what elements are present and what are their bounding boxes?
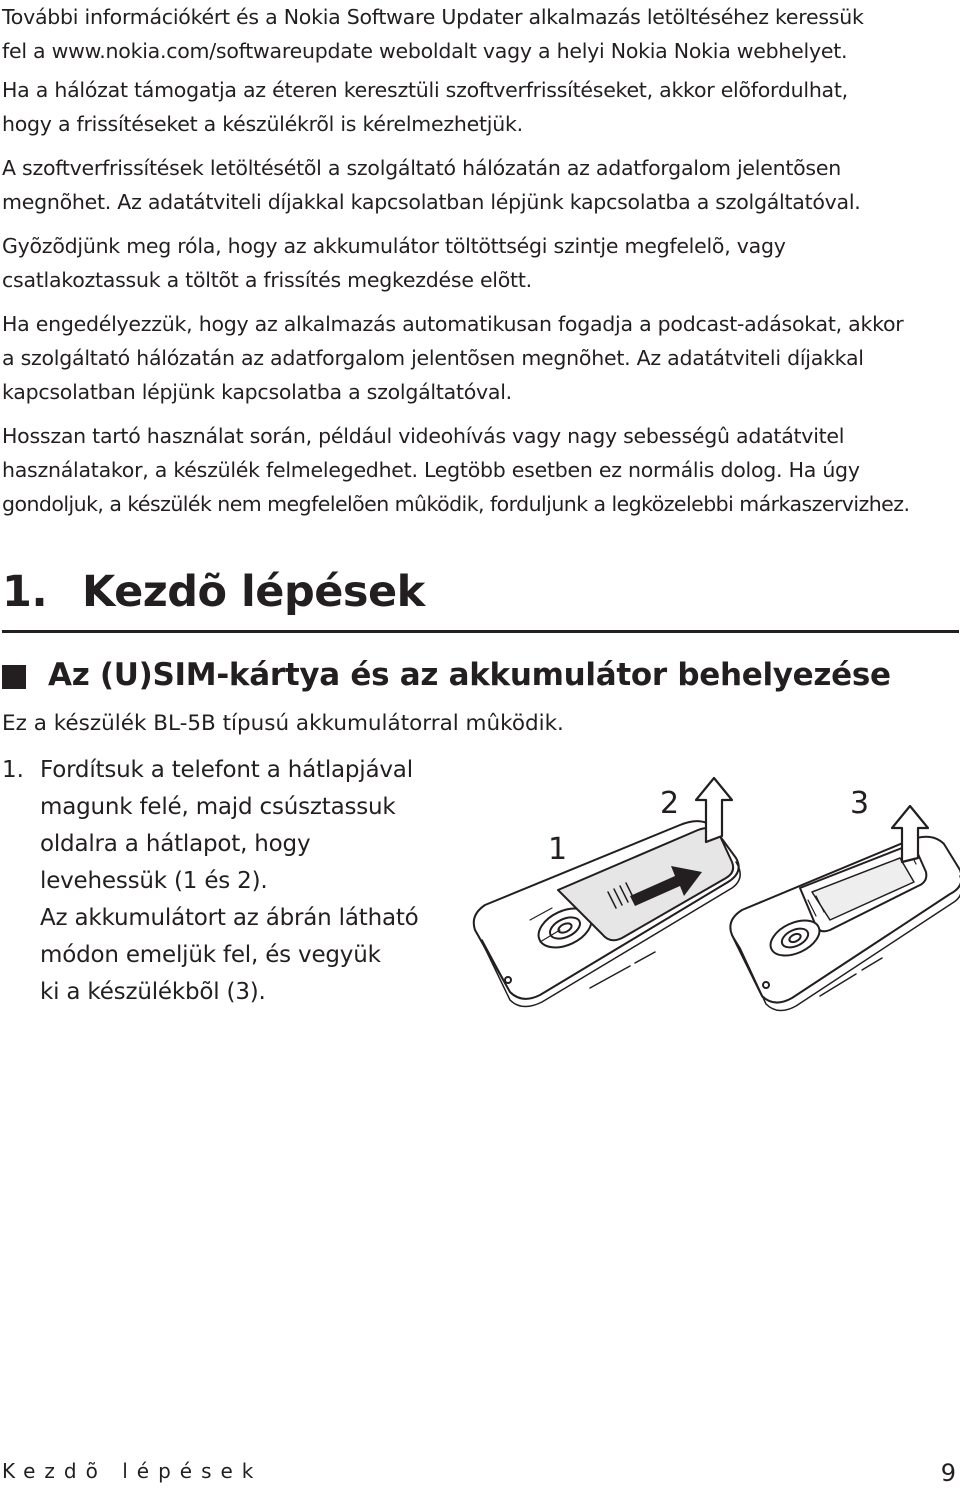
step-line: oldalra a hátlapot, hogy xyxy=(40,831,311,857)
section-square-icon xyxy=(2,665,26,689)
footer-section-title: Kezdõ lépések xyxy=(2,1459,263,1483)
step-text xyxy=(40,752,460,1011)
line: a szolgáltató hálózatán az adatforgalom jelentõsen megnõhet. Az adatátviteli díjakkal xyxy=(2,346,864,370)
line: Ha engedélyezzük, hogy az alkalmazás automatikusan fogadja a podcast-adásokat, akkor xyxy=(2,312,904,336)
line: használatakor, a készülék felmelegedhet. Legtöbb esetben ez normális dolog. Ha úgy xyxy=(2,458,860,482)
chapter-number: 1. xyxy=(2,567,48,617)
line: A szoftverfrissítések letöltésétõl a szolgáltató hálózatán az adatforgalom jelentõsen xyxy=(2,156,841,180)
line: Gyõzõdjünk meg róla, hogy az akkumulátor töltöttségi szintje megfelelõ, vagy xyxy=(2,234,786,258)
step-line: magunk felé, majd csúsztassuk xyxy=(40,794,396,820)
line: megnõhet. Az adatátviteli díjakkal kapcsolatban lépjünk kapcsolatba a szolgáltatóval. xyxy=(2,190,861,214)
figure-label-3: 3 xyxy=(850,786,870,821)
step-line: Az akkumulátort az ábrán látható xyxy=(40,905,419,931)
step-line: Fordítsuk a telefont a hátlapjával xyxy=(40,757,413,783)
line: hogy a frissítéseket a készülékrõl is kérelmezhetjük. xyxy=(2,112,523,136)
section-title: Az (U)SIM-kártya és az akkumulátor behelyezése xyxy=(48,657,891,693)
step-line: levehessük (1 és 2). xyxy=(40,868,268,894)
line: kapcsolatban lépjünk kapcsolatba a szolgáltatóval. xyxy=(2,380,512,404)
intro-text: Ez a készülék BL-5B típusú akkumulátorral mûködik. xyxy=(2,711,564,736)
step-number: 1. xyxy=(2,757,24,783)
paragraph-podcasts xyxy=(2,307,960,409)
line: Ha a hálózat támogatja az éteren keresztüli szoftverfrissítéseket, akkor elõfordulhat, xyxy=(2,78,848,102)
paragraph-battery-level xyxy=(2,229,960,297)
phone-with-battery-illustration xyxy=(730,806,960,1011)
step-line: módon emeljük fel, és vegyük xyxy=(40,942,381,968)
line: Hosszan tartó használat során, például videohívás vagy nagy sebességû adatátvitel xyxy=(2,424,845,448)
phone-with-cover-illustration xyxy=(474,778,740,1007)
line: gondoljuk, a készülék nem megfelelõen mûködik, forduljunk a legközelebbi márkaszervizhez. xyxy=(2,492,910,516)
chapter-title: Kezdõ lépések xyxy=(82,567,425,617)
figure-label-2: 2 xyxy=(660,786,680,821)
paragraph-ota-updates xyxy=(2,73,960,141)
page-number: 9 xyxy=(940,1459,956,1487)
line: fel a www.nokia.com/softwareupdate weboldalt vagy a helyi Nokia Nokia webhelyet. xyxy=(2,39,848,63)
chapter-heading xyxy=(2,560,425,624)
figure-label-1: 1 xyxy=(548,832,568,867)
paragraph-software-updater xyxy=(2,0,960,68)
step-line: ki a készülékbõl (3). xyxy=(40,979,266,1005)
paragraph-heating xyxy=(2,419,960,521)
phone-battery-illustration xyxy=(470,770,960,1020)
paragraph-data-traffic xyxy=(2,151,960,219)
chapter-divider xyxy=(2,630,959,633)
line: csatlakoztassuk a töltõt a frissítés megkezdése elõtt. xyxy=(2,268,532,292)
line: További információkért és a Nokia Software Updater alkalmazás letöltéséhez keressük xyxy=(2,5,864,29)
